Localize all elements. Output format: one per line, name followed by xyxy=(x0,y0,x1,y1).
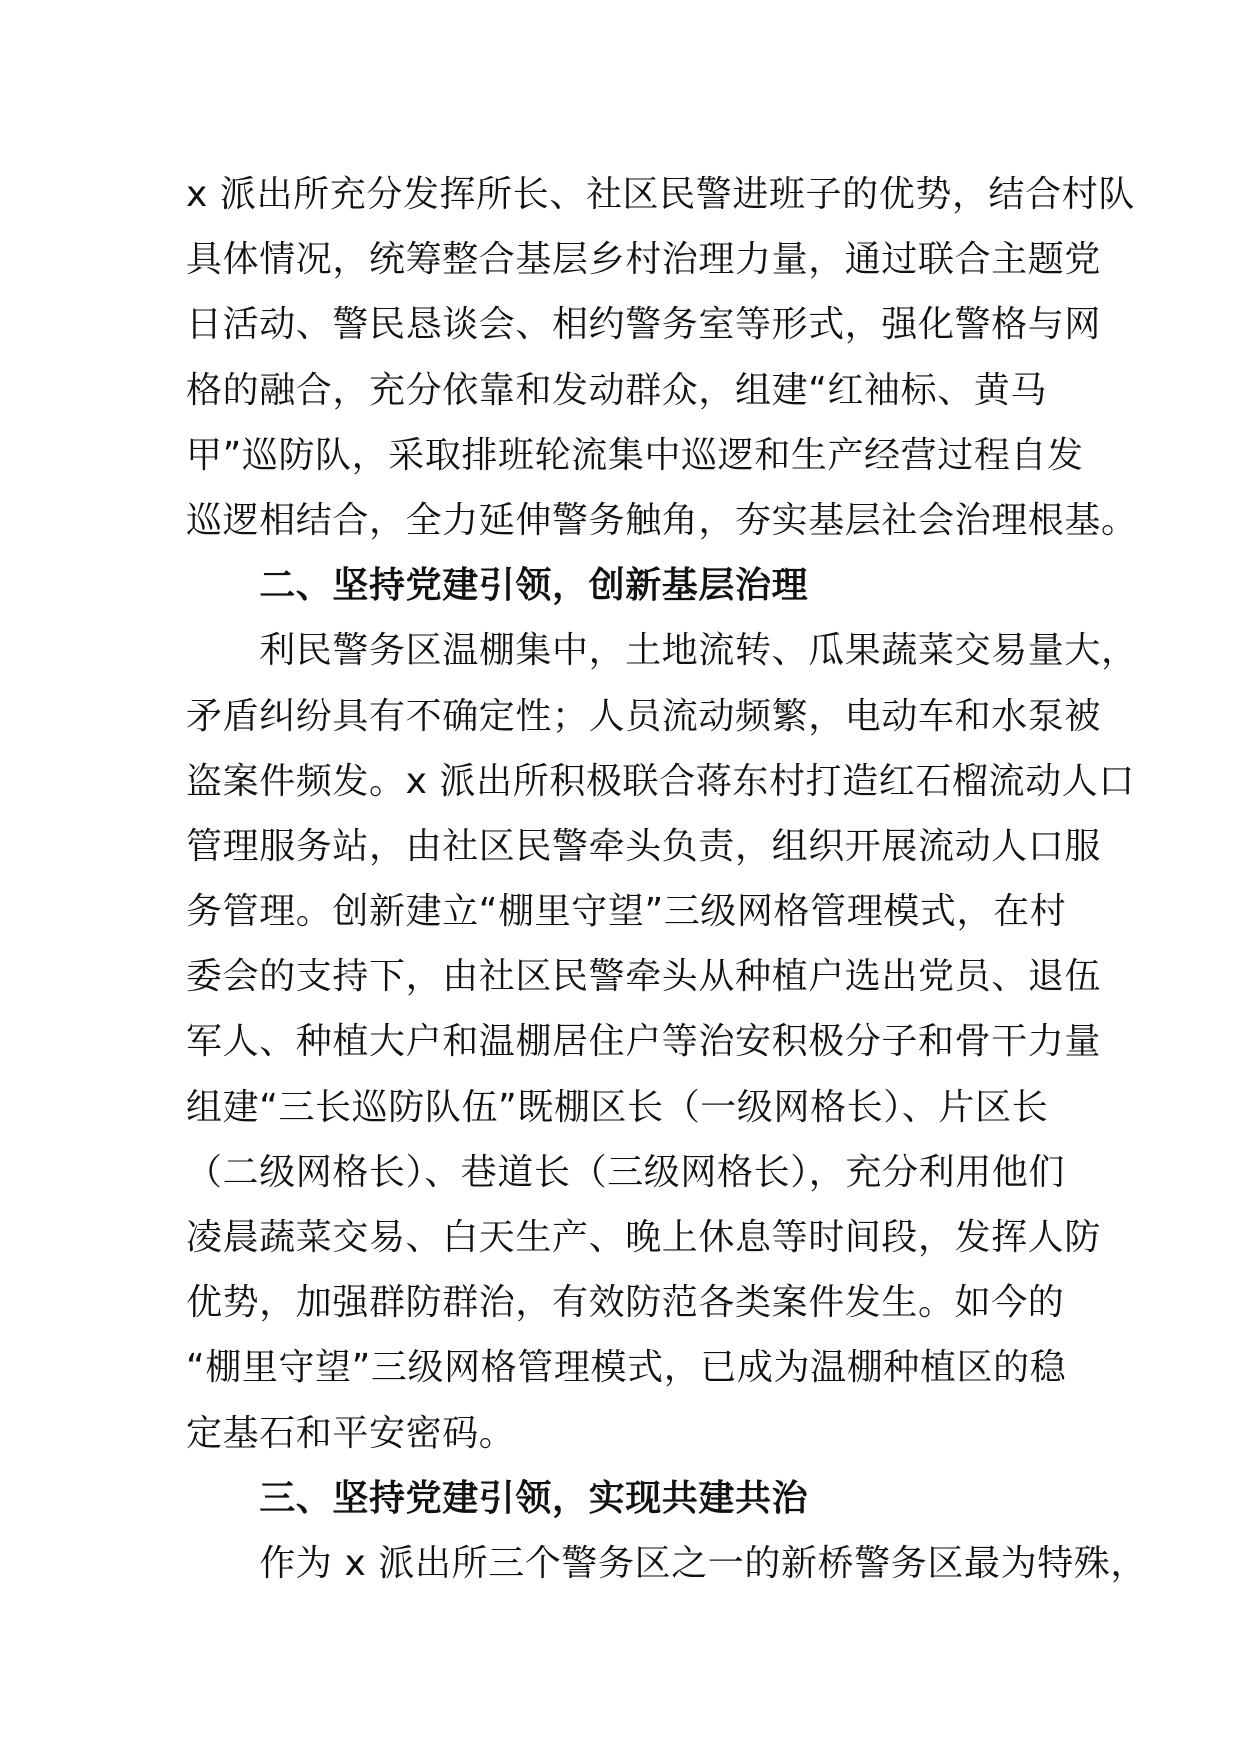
section-heading: 三、坚持党建引领，实现共建共治 xyxy=(186,1477,809,1519)
body-line: 巡逻相结合，全力延伸警务触角，夯实基层社会治理根基。 xyxy=(186,499,1138,541)
body-line: “棚里守望”三级网格管理模式，已成为温棚种植区的稳 xyxy=(186,1347,1067,1389)
body-line: 矛盾纠纷具有不确定性；人员流动频繁，电动车和水泵被 xyxy=(186,695,1102,737)
body-line: 盗案件频发。x 派出所积极联合蒋东村打造红石榴流动人口 xyxy=(186,760,1135,802)
body-line: 委会的支持下，由社区民警牵头从种植户选出党员、退伍 xyxy=(186,956,1102,998)
body-line: 格的融合，充分依靠和发动群众，组建“红袖标、黄马 xyxy=(186,369,1048,411)
body-line: （二级网格长）、巷道长（三级网格长），充分利用他们 xyxy=(186,1151,1066,1193)
body-line: 组建“三长巡防队伍”既棚区长（一级网格长）、片区长 xyxy=(186,1086,1049,1128)
document-body xyxy=(186,162,1147,1596)
body-line: 定基石和平安密码。 xyxy=(186,1412,516,1454)
body-line: 甲”巡防队，采取排班轮流集中巡逻和生产经营过程自发 xyxy=(186,434,1084,476)
body-line: x 派出所充分发挥所长、社区民警进班子的优势，结合村队 xyxy=(186,174,1135,215)
body-line: 利民警务区温棚集中，土地流转、瓜果蔬菜交易量大， xyxy=(186,630,1138,672)
body-line: 日活动、警民恳谈会、相约警务室等形式，强化警格与网 xyxy=(186,304,1102,346)
body-line: 军人、种植大户和温棚居住户等治安积极分子和骨干力量 xyxy=(186,1021,1102,1063)
body-line: 凌晨蔬菜交易、白天生产、晚上休息等时间段，发挥人防 xyxy=(186,1217,1102,1258)
body-line: 作为 x 派出所三个警务区之一的新桥警务区最为特殊， xyxy=(186,1542,1147,1584)
body-line: 优势，加强群防群治，有效防范各类案件发生。如今的 xyxy=(186,1282,1065,1324)
section-heading: 二、坚持党建引领，创新基层治理 xyxy=(186,565,809,607)
body-line: 管理服务站，由社区民警牵头负责，组织开展流动人口服 xyxy=(186,825,1102,867)
body-line: 务管理。创新建立“棚里守望”三级网格管理模式，在村 xyxy=(186,891,1067,933)
body-line: 具体情况，统筹整合基层乡村治理力量，通过联合主题党 xyxy=(186,239,1102,281)
